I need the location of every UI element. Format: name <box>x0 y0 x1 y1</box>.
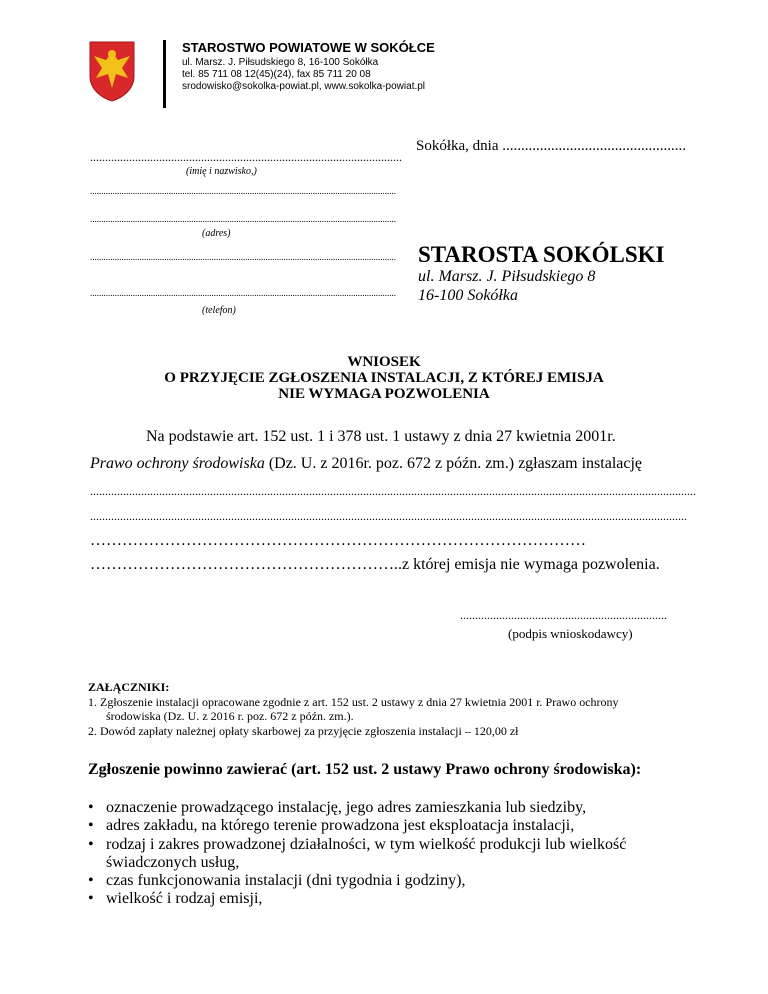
office-name: STAROSTWO POWIATOWE W SOKÓŁCE <box>182 40 435 55</box>
county-crest-logo <box>88 40 136 102</box>
addressee-street: ul. Marsz. J. Piłsudskiego 8 <box>418 268 596 285</box>
requirements-heading: Zgłoszenie powinno zawierać (art. 152 ust. 2 ustawy Prawo ochrony środowiska): <box>88 761 642 778</box>
office-address: ul. Marsz. J. Piłsudskiego 8, 16-100 Sokółka <box>182 57 379 68</box>
bullet-icon: • <box>88 872 94 889</box>
list-item: • oznaczenie prowadzącego instalację, jego adres zamieszkania lub siedziby, <box>88 799 587 816</box>
list-item: • wielkość i rodzaj emisji, <box>88 890 263 907</box>
place-date-field: Sokółka, dnia ................................................. <box>416 138 686 154</box>
office-phone: tel. 85 711 08 12(45)(24), fax 85 711 20 08 <box>182 69 371 80</box>
list-item: • adres zakładu, na którego terenie prowadzona jest eksploatacja instalacji, <box>88 817 575 834</box>
act-reference: (Dz. U. z 2016r. poz. 672 z późn. zm.) zgłaszam instalację <box>264 455 643 472</box>
form-title-line-3: NIE WYMAGA POZWOLENIA <box>278 386 490 402</box>
body-line-1: Na podstawie art. 152 ust. 1 i 378 ust. 1 ustawy z dnia 27 kwietnia 2001r. <box>146 428 616 445</box>
list-item-continuation: świadczonych usług, <box>106 854 240 871</box>
bullet-icon: • <box>88 799 94 816</box>
attachment-item-1-cont: środowiska (Dz. U. z 2016 r. poz. 672 z późn. zm.). <box>106 709 354 723</box>
address-field-label: (adres) <box>202 228 231 239</box>
bullet-icon: • <box>88 836 94 853</box>
installation-line-1[interactable]: .......................................................................................................................................................................................................... <box>90 484 696 498</box>
form-title-line-1: WNIOSEK <box>347 354 421 370</box>
attachments-heading: ZAŁĄCZNIKI: <box>88 680 170 694</box>
installation-line-3[interactable]: ………………………………………………………………………………… <box>90 532 586 549</box>
act-name: Prawo ochrony środowiska <box>90 455 265 472</box>
addressee-city: 16-100 Sokółka <box>418 287 518 304</box>
body-line-5-end: ..z której emisja nie wymaga pozwolenia. <box>394 556 660 573</box>
installation-line-4[interactable]: ………………………………………………… <box>90 556 394 573</box>
name-field-label: (imię i nazwisko,) <box>186 166 257 177</box>
phone-field-line[interactable]: ........................................................................................................................................ <box>90 288 396 298</box>
list-item: • rodzaj i zakres prowadzonej działalności, w tym wielkość produkcji lub wielkość <box>88 836 627 853</box>
body-line-2 <box>90 455 642 473</box>
body-line-5 <box>90 556 660 574</box>
attachment-item-1: 1. Zgłoszenie instalacji opracowane zgodnie z art. 152 ust. 2 ustawy z dnia 27 kwietnia 2001 r. Prawo ochrony <box>88 695 619 709</box>
name-field-line[interactable]: ........................................................................................................ <box>90 150 402 164</box>
signature-label: (podpis wnioskodawcy) <box>508 626 633 641</box>
address-line-2[interactable]: ........................................................................................................................................ <box>90 214 396 224</box>
bullet-icon: • <box>88 817 94 834</box>
attachment-item-2: 2. Dowód zapłaty należnej opłaty skarbowej za przyjęcie zgłoszenia instalacji – 120,00 zł <box>88 724 519 738</box>
bullet-icon: • <box>88 890 94 907</box>
list-item: • czas funkcjonowania instalacji (dni tygodnia i godziny), <box>88 872 466 889</box>
address-line-1[interactable]: ........................................................................................................................................ <box>90 186 396 196</box>
installation-line-2[interactable]: ....................................................................................................................................................................................................... <box>90 509 687 523</box>
form-title-line-2: O PRZYJĘCIE ZGŁOSZENIA INSTALACJI, Z KTÓREJ EMISJA <box>164 370 604 386</box>
office-contact: srodowisko@sokolka-powiat.pl, www.sokolka-powiat.pl <box>182 81 426 92</box>
addressee-title: STAROSTA SOKÓLSKI <box>418 242 665 267</box>
signature-line[interactable]: ..................................................................... <box>460 608 667 622</box>
header-divider <box>163 40 166 108</box>
applicant-extra-line[interactable]: ........................................................................................................................................ <box>90 252 396 262</box>
phone-field-label: (telefon) <box>202 305 236 316</box>
